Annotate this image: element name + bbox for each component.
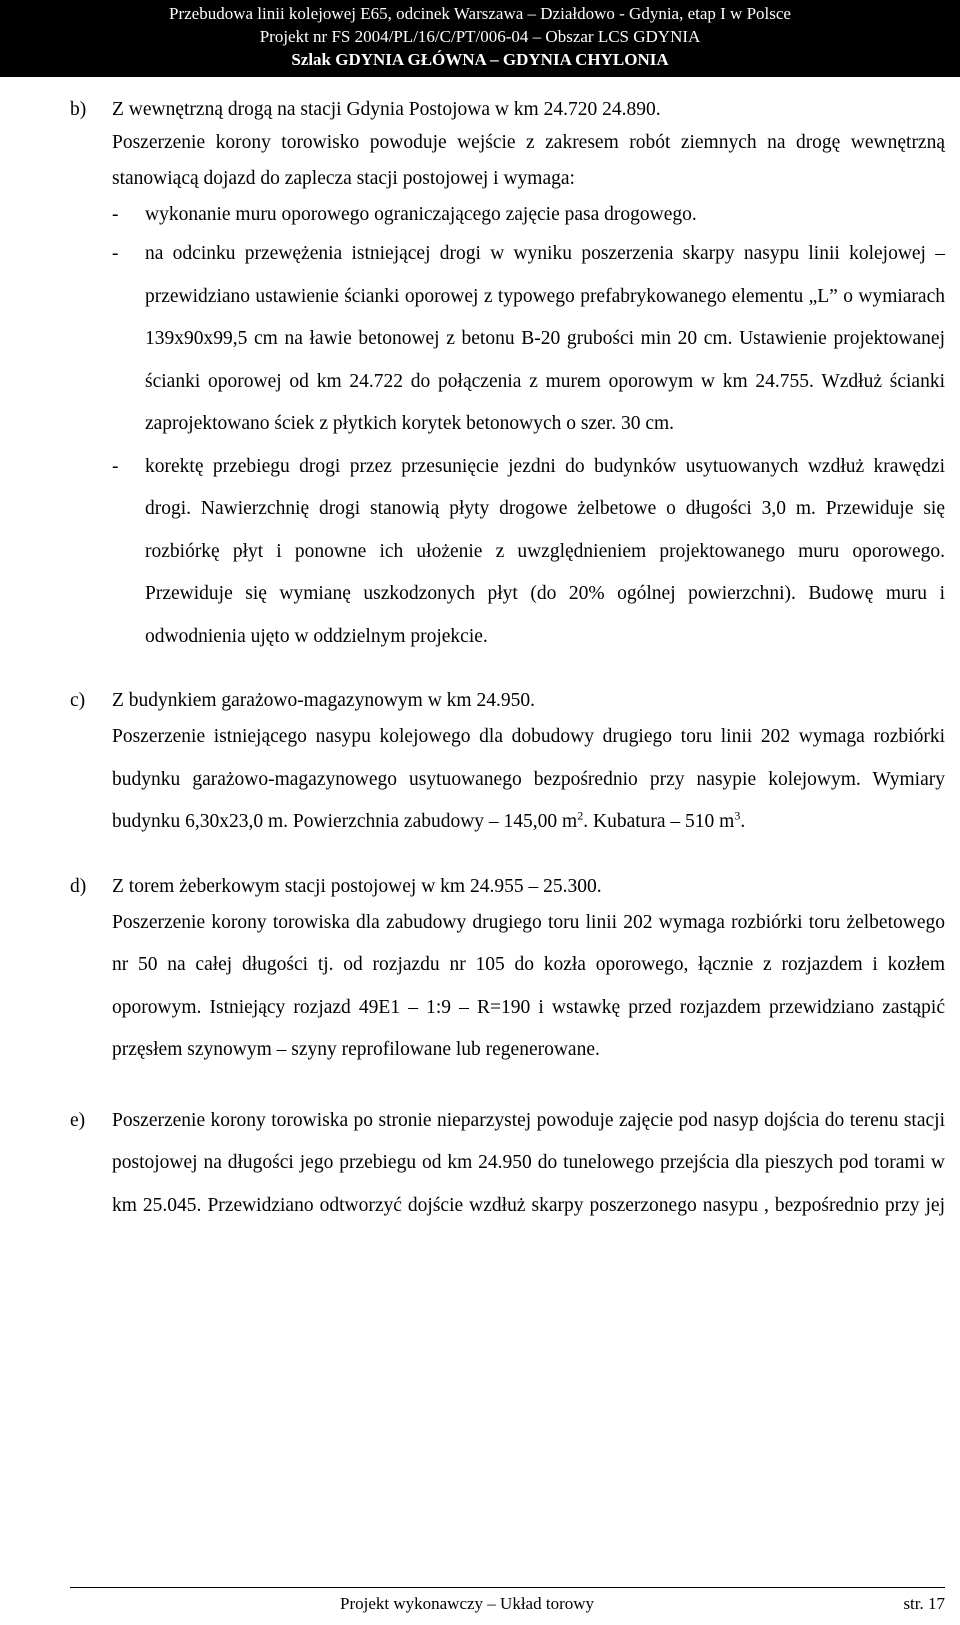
header-route-name: Szlak GDYNIA GŁÓWNA – GDYNIA CHYLONIA [291, 50, 669, 69]
section-c-body-text: Poszerzenie istniejącego nasypu kolejowego dla dobudowy drugiego toru linii 202 wymaga rozbiórki budynku garażowo-magazynowego usytuowanego bezpośrednio przy nasypie kolejowym. Wymiary budynku 6,30x23,0 m. Powierzchnia zabudowy – 145,00 m [112, 726, 945, 832]
document-body [70, 95, 945, 1227]
section-d-title: Z torem żeberkowym stacji postojowej w km 24.955 – 25.300. [112, 875, 602, 897]
section-b-letter: b) [70, 99, 87, 120]
section-b [70, 95, 945, 658]
footer-page-number: str. 17 [903, 1594, 945, 1613]
section-b-block [70, 125, 945, 658]
section-e-body: Poszerzenie korony torowiska po stronie nieparzystej powoduje zajęcie pod nasyp dojścia do terenu stacji postojowej na długości jego przebiegu od km 24.950 do tunelowego przejścia dla pieszych pod torami w km 25.045. Przewidziano odtworzyć dojście wzdłuż skarpy poszerzonego nasypu , bezpośrednio przy jej [112, 1109, 945, 1216]
section-b-bullet-3 [112, 446, 945, 659]
section-c-body-mid: . Kubatura – 510 m [583, 811, 735, 832]
section-c-letter: c) [70, 690, 86, 711]
header-project-number: Projekt nr FS 2004/PL/16/C/PT/006-04 – Obszar LCS GDYNIA [259, 27, 701, 46]
section-b-bullet-2-text: na odcinku przewężenia istniejącej drogi w wyniku poszerzenia skarpy nasypu linii kolejowej – przewidziano ustawienie ścianki oporowej z typowego prefabrykowanego elementu „L” o wymiarach 139x90x99,5 cm na ławie betonowej z betonu B-20 grubości min 20 cm. Ustawienie projektowanej ścianki oporowej od km 24.722 do połączenia z murem oporowym w km 24.755. Wzdłuż ścianki zaprojektowano ściek z płytkich korytek betonowych o szer. 30 cm. [145, 243, 945, 434]
bullet-dash: - [112, 455, 119, 477]
section-c [70, 686, 945, 844]
section-e-letter: e) [70, 1109, 86, 1131]
section-c-body-end: . [740, 811, 746, 832]
section-b-intro: Poszerzenie korony torowisko powoduje wejście z zakresem robót ziemnych na drogę wewnętrzną stanowiącą dojazd do zaplecza stacji postojowej i wymaga: [112, 132, 945, 189]
section-b-bullet-1-text: wykonanie muru oporowego ograniczającego zajęcie pasa drogowego. [145, 204, 697, 225]
section-d-letter: d) [70, 875, 87, 897]
superscript-3: 3 [734, 808, 741, 823]
section-gap [70, 1072, 945, 1100]
page-header [0, 0, 960, 77]
section-b-heading [70, 95, 945, 125]
section-e-row [70, 1100, 945, 1228]
section-c-body [70, 716, 945, 844]
section-d-heading [70, 872, 945, 902]
section-d [70, 872, 945, 1072]
section-d-body: Poszerzenie korony torowiska dla zabudowy drugiego toru linii 202 wymaga rozbiórki toru żelbetowego nr 50 na całej długości tj. od rozjazdu nr 105 do kozła oporowego, łącznie z rozjazdem i kozłem oporowym. Istniejący rozjazd 49E1 – 1:9 – R=190 i wstawkę przed rozjazdem przewidziano zastąpić przęsłem szynowym – szyny reprofilowane lub regenerowane. [112, 911, 945, 1060]
superscript-2: 2 [577, 808, 584, 823]
section-b-bullet-3-text: korektę przebiegu drogi przez przesunięcie jezdni do budynków usytuowanych wzdłuż krawędzi drogi. Nawierzchnię drogi stanowią płyty drogowe żelbetowe o długości 3,0 m. Przewiduje się rozbiórkę płyt i ponowne ich ułożenie z uwzględnieniem projektowanego muru oporowego. Przewiduje się wymianę uszkodzonych płyt (do 20% ogólnej powierzchni). Budowę muru i odwodnienia ujęto w oddzielnym projekcie. [145, 455, 945, 647]
section-b-title: Z wewnętrzną drogą na stacji Gdynia Postojowa w km 24.720 24.890. [112, 99, 661, 120]
section-c-title: Z budynkiem garażowo-magazynowym w km 24.950. [112, 690, 535, 711]
section-e [70, 1100, 945, 1228]
bullet-dash: - [112, 243, 119, 264]
bullet-dash: - [112, 204, 119, 225]
footer-document-title: Projekt wykonawczy – Układ torowy [340, 1594, 595, 1613]
header-project-title: Przebudowa linii kolejowej E65, odcinek Warszawa – Działdowo - Gdynia, etap I w Polsce [169, 4, 791, 23]
section-gap [70, 844, 945, 872]
section-b-bullet-2 [112, 233, 945, 446]
section-gap [70, 658, 945, 686]
section-c-heading [70, 686, 945, 716]
page-footer [70, 1587, 945, 1613]
section-b-bullet-1 [112, 197, 945, 233]
